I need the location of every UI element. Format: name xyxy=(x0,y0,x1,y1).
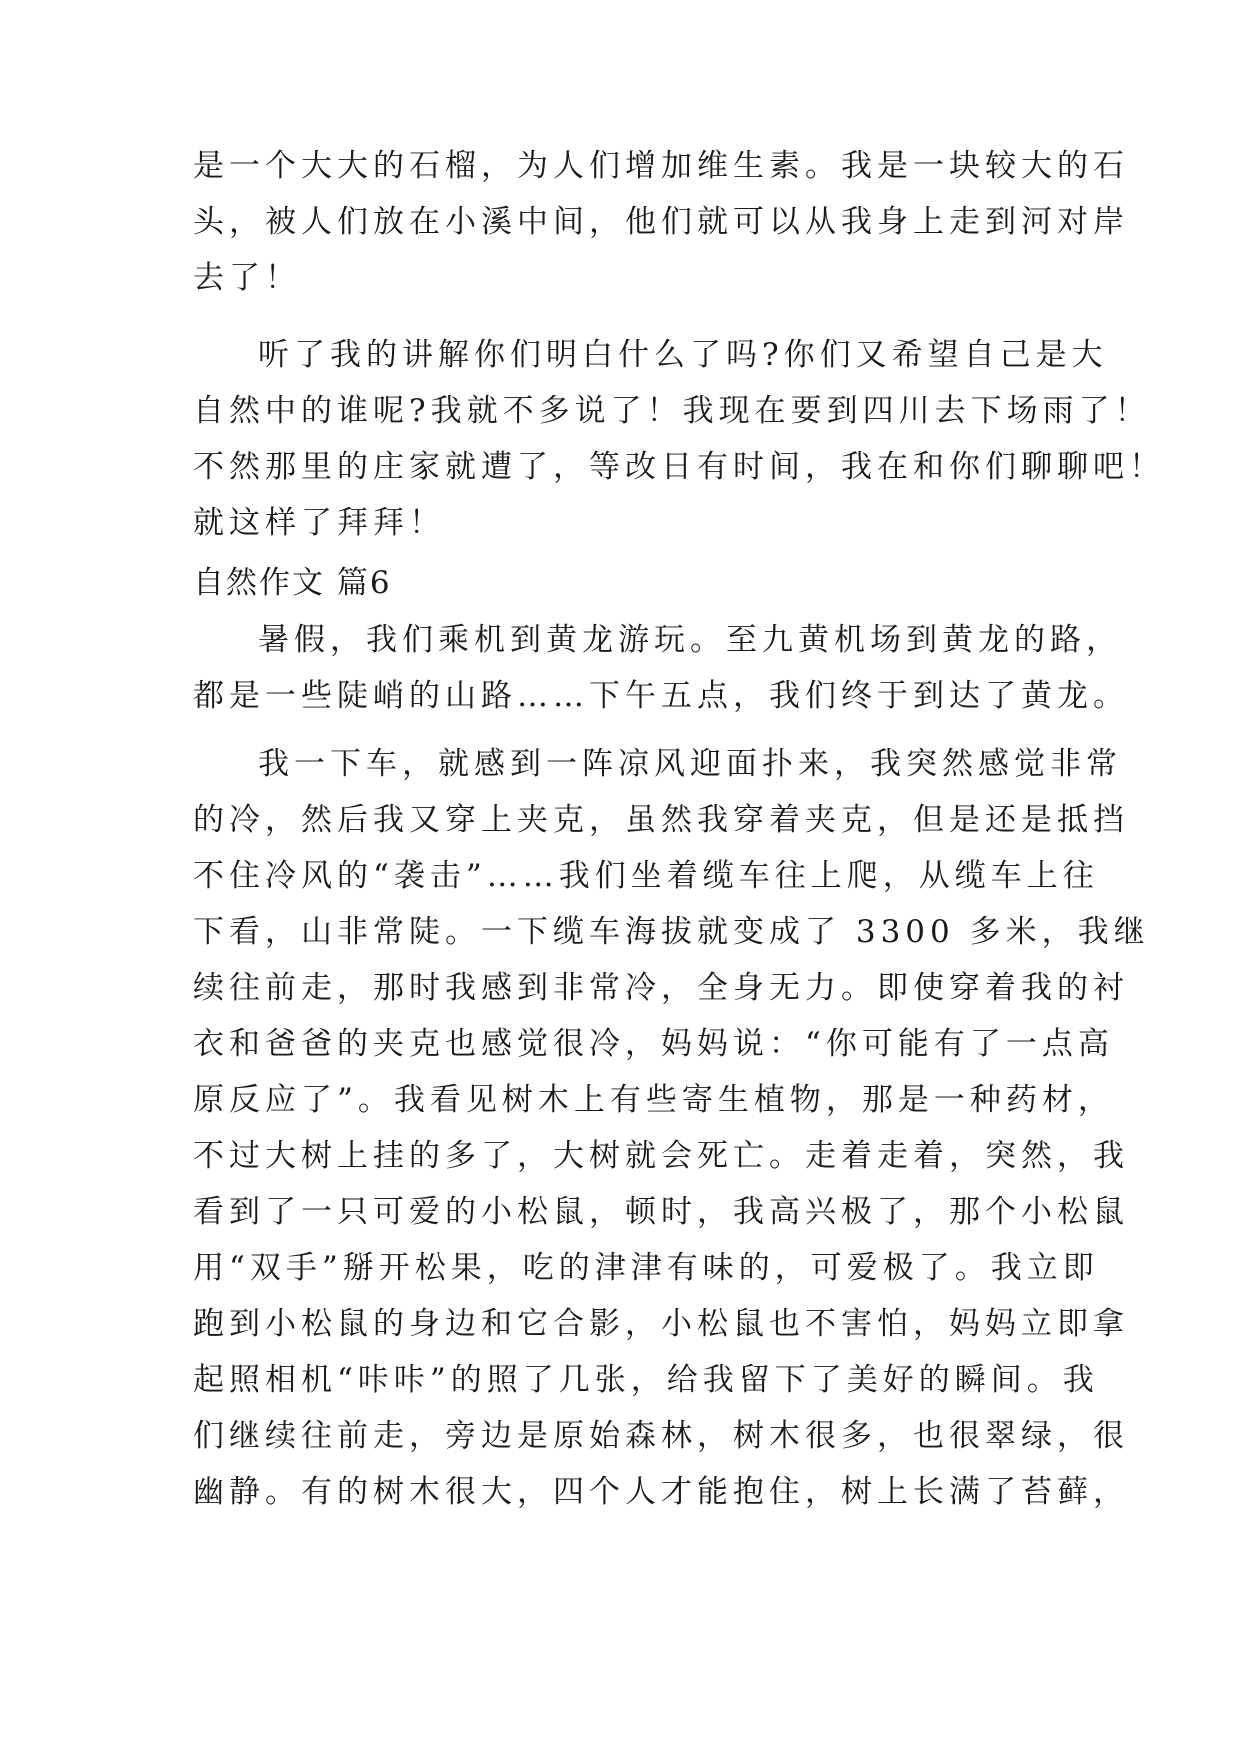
text-line: 都是一些陡峭的山路……下午五点，我们终于到达了黄龙。 xyxy=(193,678,1129,714)
text-line: 看到了一只可爱的小松鼠，顿时，我高兴极了，那个小松鼠 xyxy=(193,1194,1129,1230)
text-line: 不住冷风的“袭击”……我们坐着缆车往上爬，从缆车上往 xyxy=(193,858,1099,894)
text-line: 衣和爸爸的夹克也感觉很冷，妈妈说：“你可能有了一点高 xyxy=(193,1026,1114,1062)
text-line: 原反应了”。我看见树木上有些寄生植物，那是一种药材， xyxy=(193,1082,1114,1118)
text-line: 的冷，然后我又穿上夹克，虽然我穿着夹克，但是还是抵挡 xyxy=(193,802,1129,838)
text-line: 跑到小松鼠的身边和它合影，小松鼠也不害怕，妈妈立即拿 xyxy=(193,1306,1129,1342)
paragraph-first-line: 听了我的讲解你们明白什么了吗?你们又希望自己是大 xyxy=(258,337,1108,373)
text-line: 们继续往前走，旁边是原始森林，树木很多，也很翠绿，很 xyxy=(193,1418,1129,1454)
text-line: 自然中的谁呢?我就不多说了！我现在要到四川去下场雨了！ xyxy=(193,393,1151,429)
text-line: 下看，山非常陡。一下缆车海拔就变成了 3300 多米，我继 xyxy=(193,914,1150,950)
text-line: 不过大树上挂的多了，大树就会死亡。走着走着，突然，我 xyxy=(193,1138,1129,1174)
paragraph-first-line: 暑假，我们乘机到黄龙游玩。至九黄机场到黄龙的路， xyxy=(258,622,1122,658)
paragraph-first-line: 我一下车，就感到一阵凉风迎面扑来，我突然感觉非常 xyxy=(258,746,1122,782)
text-line: 是一个大大的石榴，为人们增加维生素。我是一块较大的石 xyxy=(193,148,1129,184)
text-line: 不然那里的庄家就遭了，等改日有时间，我在和你们聊聊吧！ xyxy=(193,449,1165,485)
text-line: 就这样了拜拜！ xyxy=(193,505,445,541)
text-line: 头，被人们放在小溪中间，他们就可以从我身上走到河对岸 xyxy=(193,204,1129,240)
text-line: 幽静。有的树木很大，四个人才能抱住，树上长满了苔藓， xyxy=(193,1474,1129,1510)
section-heading: 自然作文 篇6 xyxy=(193,565,392,601)
text-line: 起照相机“咔咔”的照了几张，给我留下了美好的瞬间。我 xyxy=(193,1362,1099,1398)
text-line: 续往前走，那时我感到非常冷，全身无力。即使穿着我的衬 xyxy=(193,970,1129,1006)
text-line: 去了！ xyxy=(193,260,301,296)
text-line: 用“双手”掰开松果，吃的津津有味的，可爱极了。我立即 xyxy=(193,1250,1099,1286)
